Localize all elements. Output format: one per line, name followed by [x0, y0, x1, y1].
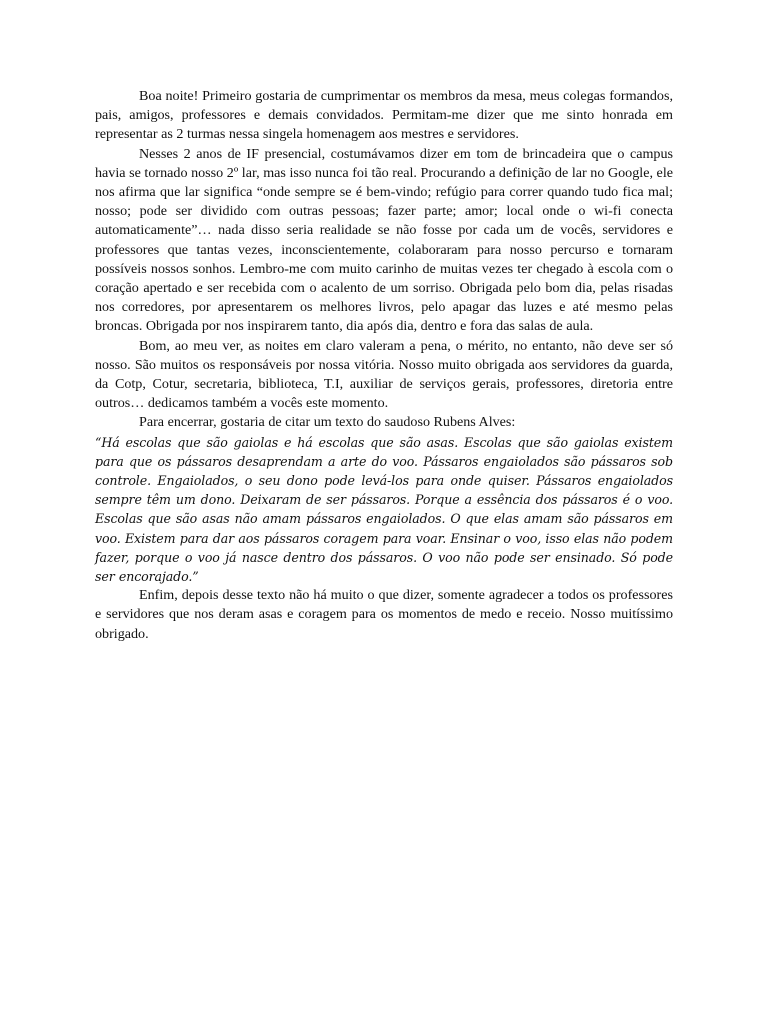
- home-definition-paragraph: Nesses 2 anos de IF presencial, costumávamos dizer em tom de brincadeira que o campus havia se tornado nosso 2º lar, mas isso nunca foi tão real. Procurando a definição de lar no Google, ele nos afirma que lar significa “onde sempre se é bem-vindo; refúgio para correr quando tudo fica mal; nosso; pode ser dividido com outras pessoas; fazer parte; amor; local onde o wi-fi conecta automaticamente”… nada disso seria realidade se não fosse por cada um de vocês, servidores e professores que tantas vezes, inconscientemente, colaboraram para nosso percurso e tornaram possíveis nossos sonhos. Lembro-me com muito carinho de muitas vezes ter chegado à escola com o coração apertado e ser recebida com o acalento de um sorriso. Obrigada pelo bom dia, pelas risadas nos corredores, por apresentarem os melhores livros, pelo apagar das luzes e até mesmo pelas broncas. Obrigada por nos inspirarem tanto, dia após dia, dentro e fora das salas de aula.: [95, 145, 673, 335]
- closing-paragraph: Enfim, depois desse texto não há muito o que dizer, somente agradecer a todos os professores e servidores que nos deram asas e coragem para os momentos de medo e receio. Nosso muitíssimo obrigado.: [95, 587, 673, 642]
- greeting-paragraph: Boa noite! Primeiro gostaria de cumprimentar os membros da mesa, meus colegas formandos, pais, amigos, professores e demais convidados. Permitam-me dizer que me sinto honrada em representar as 2 turmas nessa singela homenagem aos mestres e servidores.: [95, 88, 673, 143]
- speech-text: [95, 87, 673, 644]
- rubens-alves-quote: “Há escolas que são gaiolas e há escolas que são asas. Escolas que são gaiolas existem para que os pássaros desaprendam a arte do voo. Pássaros engaiolados são pássaros sob controle. Engaiolados, o seu dono pode levá-los para onde quiser. Pássaros engaiolados sempre têm um dono. Deixaram de ser pássaros. Porque a essência dos pássaros é o voo. Escolas que são asas não amam pássaros engaiolados. O que elas amam são pássaros em voo. Existem para dar aos pássaros coragem para voar. Ensinar o voo, isso elas não podem fazer, porque o voo já nasce dentro dos pássaros. O voo não pode ser ensinado. Só pode ser encorajado.”: [95, 434, 673, 585]
- acknowledgements-paragraph: Bom, ao meu ver, as noites em claro valeram a pena, o mérito, no entanto, não deve ser só nosso. São muitos os responsáveis por nossa vitória. Nosso muito obrigada aos servidores da guarda, da Cotp, Cotur, secretaria, biblioteca, T.I, auxiliar de serviços gerais, professores, diretoria entre outros… dedicamos também a vocês este momento.: [95, 337, 673, 412]
- quote-intro-paragraph: Para encerrar, gostaria de citar um texto do saudoso Rubens Alves:: [139, 414, 516, 431]
